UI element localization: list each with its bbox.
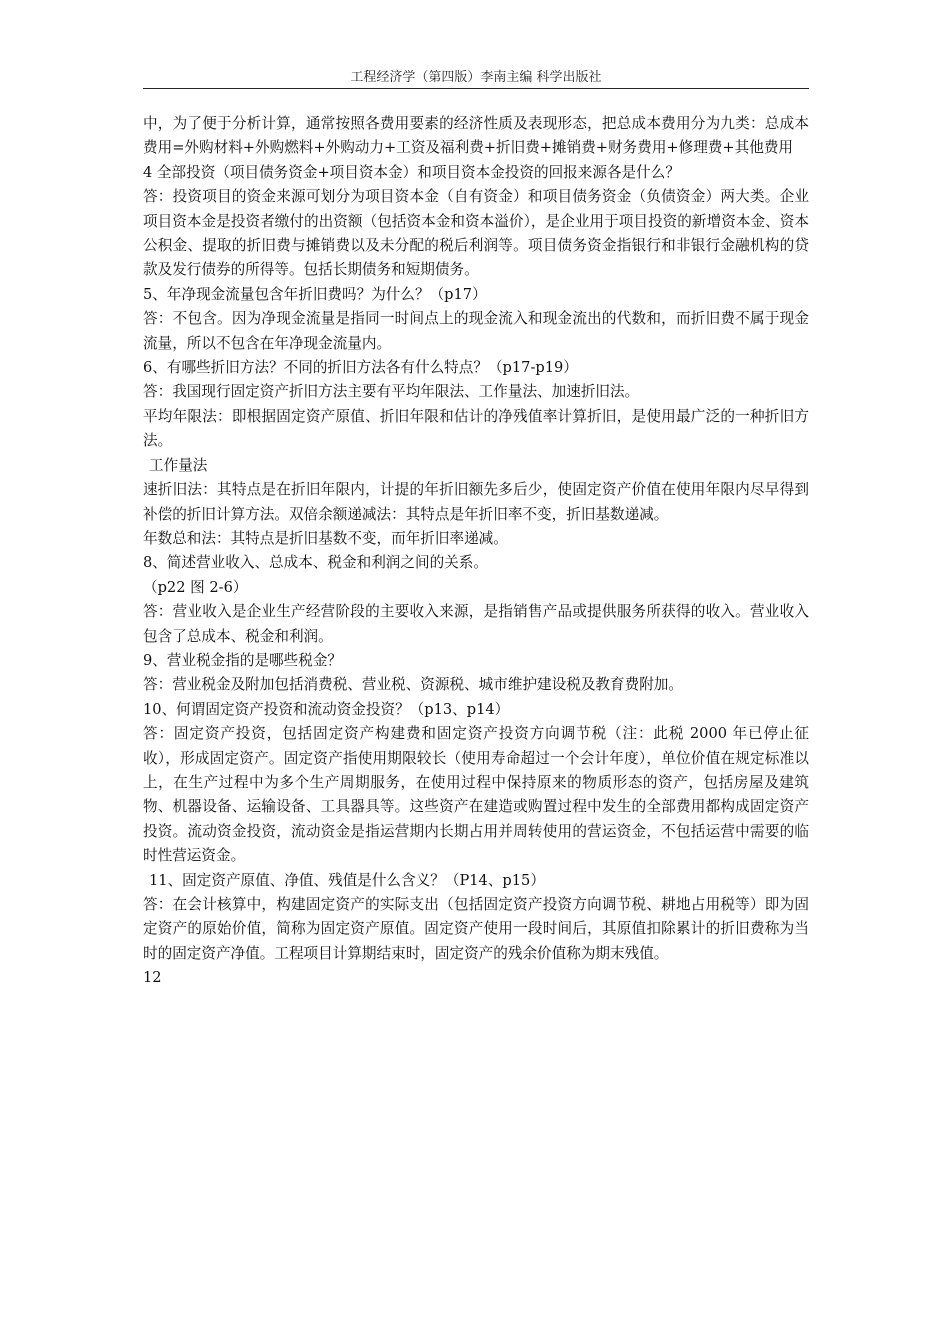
question-8-reference: （p22 图 2-6） — [143, 578, 248, 596]
answer-10: 答：固定资产投资，包括固定资产构建费和固定资产投资方向调节税（注：此税 2000 年已停止征收），形成固定资产。固定资产指使用期限较长（使用寿命超过一个会计年度），单位价值在规定标准以上，在生产过程中为多个生产周期服务，在使用过程中保持原来的物质形态的资产，包括房屋及建筑物、机器设备、运输设备、工具器具等。这些资产在建造或购置过程中发生的全部费用都构成固定资产投资。流动资金投资，流动资金是指运营期内长期占用并周转使用的营运资金，不包括运营中需要的临时性营运资金。 — [143, 725, 809, 865]
answer-5: 答：不包含。因为净现金流量是指同一时间点上的现金流入和现金流出的代数和，而折旧费不属于现金流量，所以不包含在年净现金流量内。 — [143, 310, 809, 352]
answer-6: 答：我国现行固定资产折旧方法主要有平均年限法、工作量法、加速折旧法。 — [143, 383, 640, 401]
question-10: 10、何谓固定资产投资和流动资金投资？（p13、p14） — [143, 700, 510, 718]
question-6: 6、有哪些折旧方法？不同的折旧方法各有什么特点？（p17-p19） — [143, 359, 578, 377]
straight-line-method: 平均年限法：即根据固定资产原值、折旧年限和估计的净残值率计算折旧，是使用最广泛的一种折旧方法。 — [143, 407, 809, 450]
paragraph-cost-classification: 中，为了便于分析计算，通常按照各费用要素的经济性质及表现形态，把总成本费用分为九类：总成本费用=外购材料+外购燃料+外购动力+工资及福利费+折旧费+摊销费+财务费用+修理费+其他费用 — [143, 115, 809, 157]
page-header — [143, 70, 809, 89]
units-of-production-method: 工作量法 — [149, 456, 208, 474]
answer-9: 答：营业税金及附加包括消费税、营业税、资源税、城市维护建设税及教育费附加。 — [143, 676, 683, 694]
header-title: 工程经济学（第四版）李南主编 科学出版社 — [350, 70, 602, 85]
answer-4: 答：投资项目的资金来源可划分为项目资本金（自有资金）和项目债务资金（负债资金）两大类。企业项目资本金是投资者缴付的出资额（包括资本金和资本溢价），是企业用于项目投资的新增资本金、资本公积金、提取的折旧费与摊销费以及未分配的税后利润等。项目债务资金指银行和非银行金融机构的贷款及发行债券的所得等。包括长期债务和短期债务。 — [143, 188, 809, 279]
question-9: 9、营业税金指的是哪些税金？ — [143, 651, 343, 669]
question-11: 11、固定资产原值、净值、残值是什么含义？（P14、p15） — [149, 871, 545, 889]
sum-of-years-method: 年数总和法：其特点是折旧基数不变，而年折旧率递减。 — [143, 529, 508, 547]
question-5: 5、年净现金流量包含年折旧费吗？为什么？（p17） — [143, 285, 487, 303]
question-12-number: 12 — [143, 969, 162, 987]
document-body — [143, 112, 809, 991]
answer-11: 答：在会计核算中，构建固定资产的实际支出（包括固定资产投资方向调节税、耕地占用税等）即为固定资产的原始价值，简称为固定资产原值。固定资产使用一段时间后，其原值扣除累计的折旧费称为当时的固定资产净值。工程项目计算期结束时，固定资产的残余价值称为期末残值。 — [143, 896, 809, 962]
question-4: 4 全部投资（项目债务资金+项目资本金）和项目资本金投资的回报来源各是什么？ — [143, 163, 680, 181]
question-8: 8、简述营业收入、总成本、税金和利润之间的关系。 — [143, 554, 488, 572]
answer-8: 答：营业收入是企业生产经营阶段的主要收入来源，是指销售产品或提供服务所获得的收入。营业收入包含了总成本、税金和利润。 — [143, 603, 809, 645]
accelerated-depreciation: 速折旧法：其特点是在折旧年限内，计提的年折旧额先多后少，使固定资产价值在使用年限内尽早得到补偿的折旧计算方法。双倍余额递减法：其特点是年折旧率不变，折旧基数递减。 — [143, 481, 809, 523]
